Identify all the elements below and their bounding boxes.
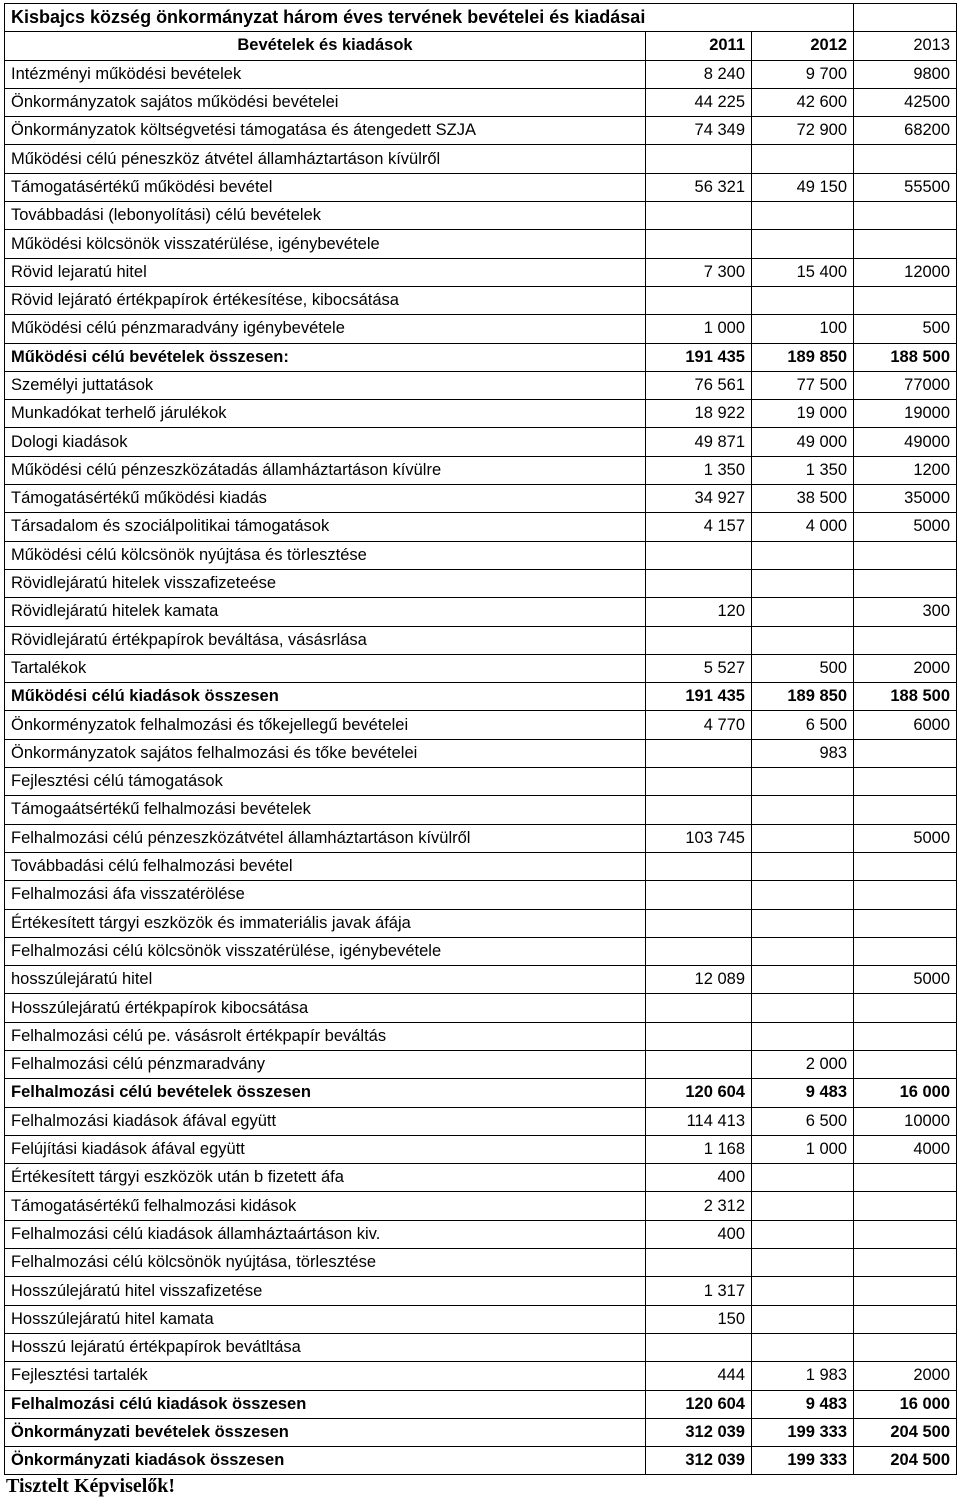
row-label: Fejlesztési tartalék <box>5 1362 646 1390</box>
value-2013: 500 <box>854 315 957 343</box>
value-2011: 49 871 <box>646 428 752 456</box>
value-2011 <box>646 1333 752 1361</box>
row-label: Működési kölcsönök visszatérülése, igénybevétele <box>5 230 646 258</box>
value-2013 <box>854 1192 957 1220</box>
row-label: Dologi kiadások <box>5 428 646 456</box>
table-row <box>5 881 957 909</box>
row-label: Felhalmozási célú kiadások összesen <box>5 1390 646 1418</box>
value-2013 <box>854 1277 957 1305</box>
row-label: Működési célú pénzmaradvány igénybevétele <box>5 315 646 343</box>
value-2013 <box>854 1164 957 1192</box>
table-row <box>5 485 957 513</box>
value-2013 <box>854 230 957 258</box>
value-2011: 4 157 <box>646 513 752 541</box>
value-2012: 2 000 <box>752 1050 854 1078</box>
row-label: Rövid lejárató értékpapírok értékesítése, kibocsátása <box>5 286 646 314</box>
value-2011: 1 317 <box>646 1277 752 1305</box>
value-2013 <box>854 1333 957 1361</box>
header-year-2012: 2012 <box>752 32 854 60</box>
value-2011 <box>646 881 752 909</box>
value-2012 <box>752 145 854 173</box>
table-row <box>5 1249 957 1277</box>
row-label: Személyi juttatások <box>5 371 646 399</box>
value-2011: 4 770 <box>646 711 752 739</box>
value-2011: 191 435 <box>646 343 752 371</box>
value-2011 <box>646 230 752 258</box>
value-2013: 19000 <box>854 400 957 428</box>
value-2011: 44 225 <box>646 88 752 116</box>
row-label: Felhalmozási célú pénzeszközátvétel államháztartáson kívülről <box>5 824 646 852</box>
value-2013 <box>854 1220 957 1248</box>
header-label: Bevételek és kiadások <box>5 32 646 60</box>
value-2013 <box>854 909 957 937</box>
table-row <box>5 994 957 1022</box>
table-row <box>5 739 957 767</box>
value-2013 <box>854 202 957 230</box>
table-row <box>5 1277 957 1305</box>
value-2011 <box>646 937 752 965</box>
table-row <box>5 1305 957 1333</box>
row-label: Hosszúlejáratú értékpapírok kibocsátása <box>5 994 646 1022</box>
value-2012: 1 983 <box>752 1362 854 1390</box>
value-2011 <box>646 626 752 654</box>
value-2013 <box>854 796 957 824</box>
table-row <box>5 286 957 314</box>
value-2012 <box>752 1220 854 1248</box>
value-2011 <box>646 1249 752 1277</box>
value-2011: 5 527 <box>646 654 752 682</box>
value-2011: 312 039 <box>646 1447 752 1475</box>
value-2013: 300 <box>854 598 957 626</box>
value-2013: 42500 <box>854 88 957 116</box>
table-row <box>5 598 957 626</box>
table-row <box>5 909 957 937</box>
value-2011: 120 <box>646 598 752 626</box>
value-2012: 9 483 <box>752 1079 854 1107</box>
value-2011 <box>646 796 752 824</box>
table-row <box>5 400 957 428</box>
value-2011 <box>646 852 752 880</box>
value-2011 <box>646 909 752 937</box>
row-label: Felhalmozási célú kölcsönök visszatérülése, igénybevétele <box>5 937 646 965</box>
value-2011 <box>646 739 752 767</box>
value-2011 <box>646 541 752 569</box>
value-2013 <box>854 541 957 569</box>
row-label: Működési célú kölcsönök nyújtása és törlesztése <box>5 541 646 569</box>
value-2011: 56 321 <box>646 173 752 201</box>
value-2011: 7 300 <box>646 258 752 286</box>
table-row <box>5 654 957 682</box>
row-label: Felhalmozási célú pénzmaradvány <box>5 1050 646 1078</box>
table-row <box>5 343 957 371</box>
table-row <box>5 1164 957 1192</box>
value-2013: 204 500 <box>854 1447 957 1475</box>
value-2012 <box>752 909 854 937</box>
row-label: Támogaátsértékű felhalmozási bevételek <box>5 796 646 824</box>
value-2012: 4 000 <box>752 513 854 541</box>
row-label: Felhalmozási áfa visszatérölése <box>5 881 646 909</box>
row-label: Felhalmozási célú kölcsönök nyújtása, törlesztése <box>5 1249 646 1277</box>
value-2011 <box>646 286 752 314</box>
row-label: Továbbadási (lebonyolítási) célú bevételek <box>5 202 646 230</box>
value-2013: 9800 <box>854 60 957 88</box>
value-2011: 1 000 <box>646 315 752 343</box>
value-2012 <box>752 230 854 258</box>
value-2013: 16 000 <box>854 1079 957 1107</box>
value-2012: 9 483 <box>752 1390 854 1418</box>
table-row <box>5 1192 957 1220</box>
value-2012: 49 150 <box>752 173 854 201</box>
value-2013: 5000 <box>854 966 957 994</box>
value-2013 <box>854 569 957 597</box>
table-row <box>5 1022 957 1050</box>
row-label: Felhalmozási célú bevételek összesen <box>5 1079 646 1107</box>
value-2013: 188 500 <box>854 683 957 711</box>
table-row <box>5 1333 957 1361</box>
value-2012 <box>752 1277 854 1305</box>
value-2012: 1 350 <box>752 456 854 484</box>
value-2012 <box>752 796 854 824</box>
row-label: Működési célú kiadások összesen <box>5 683 646 711</box>
table-row <box>5 768 957 796</box>
row-label: Felhalmozási célú kiadások államháztaártáson kiv. <box>5 1220 646 1248</box>
table-row <box>5 1135 957 1163</box>
table-row <box>5 852 957 880</box>
table-row <box>5 711 957 739</box>
value-2012: 983 <box>752 739 854 767</box>
value-2011: 120 604 <box>646 1079 752 1107</box>
value-2011: 120 604 <box>646 1390 752 1418</box>
value-2011: 1 168 <box>646 1135 752 1163</box>
value-2012 <box>752 994 854 1022</box>
value-2013 <box>854 937 957 965</box>
row-label: Hosszúlejáratú hitel kamata <box>5 1305 646 1333</box>
value-2013: 77000 <box>854 371 957 399</box>
table-row <box>5 173 957 201</box>
value-2011: 400 <box>646 1164 752 1192</box>
value-2012 <box>752 824 854 852</box>
table-row <box>5 1050 957 1078</box>
value-2012 <box>752 541 854 569</box>
value-2012: 77 500 <box>752 371 854 399</box>
row-label: Hosszú lejáratú értékpapírok bevátltása <box>5 1333 646 1361</box>
value-2013: 2000 <box>854 654 957 682</box>
row-label: Működési célú péneszköz átvétel államháztartáson kívülről <box>5 145 646 173</box>
value-2013: 2000 <box>854 1362 957 1390</box>
value-2013: 16 000 <box>854 1390 957 1418</box>
value-2011: 8 240 <box>646 60 752 88</box>
value-2013: 10000 <box>854 1107 957 1135</box>
row-label: Továbbadási célú felhalmozási bevétel <box>5 852 646 880</box>
value-2013 <box>854 626 957 654</box>
table-row <box>5 1390 957 1418</box>
value-2012 <box>752 202 854 230</box>
value-2012: 15 400 <box>752 258 854 286</box>
value-2013 <box>854 286 957 314</box>
value-2012 <box>752 1333 854 1361</box>
table-row <box>5 1447 957 1475</box>
value-2012: 6 500 <box>752 1107 854 1135</box>
value-2012 <box>752 966 854 994</box>
value-2011 <box>646 569 752 597</box>
value-2012 <box>752 1305 854 1333</box>
row-label: Hosszúlejáratú hitel visszafizetése <box>5 1277 646 1305</box>
value-2012: 6 500 <box>752 711 854 739</box>
value-2013 <box>854 739 957 767</box>
header-year-2011: 2011 <box>646 32 752 60</box>
value-2012 <box>752 768 854 796</box>
value-2012 <box>752 881 854 909</box>
table-row <box>5 937 957 965</box>
value-2011 <box>646 202 752 230</box>
value-2012 <box>752 569 854 597</box>
row-label: Önkorményzatok felhalmozási és tőkejellegű bevételei <box>5 711 646 739</box>
table-row <box>5 230 957 258</box>
value-2012: 72 900 <box>752 117 854 145</box>
table-row <box>5 315 957 343</box>
value-2012: 9 700 <box>752 60 854 88</box>
value-2013 <box>854 1249 957 1277</box>
row-label: Önkormányzatok költségvetési támogatása és átengedett SZJA <box>5 117 646 145</box>
value-2011: 2 312 <box>646 1192 752 1220</box>
value-2013 <box>854 881 957 909</box>
value-2013: 35000 <box>854 485 957 513</box>
title-row <box>5 4 957 32</box>
table-row <box>5 796 957 824</box>
table-row <box>5 371 957 399</box>
value-2012: 189 850 <box>752 343 854 371</box>
table-row <box>5 513 957 541</box>
row-label: Önkormányzati kiadások összesen <box>5 1447 646 1475</box>
footer-salutation: Tisztelt Képviselők! <box>6 1475 176 1497</box>
value-2012: 1 000 <box>752 1135 854 1163</box>
value-2012 <box>752 1022 854 1050</box>
table-row <box>5 145 957 173</box>
page-title: Kisbajcs község önkormányzat három éves tervének bevételei és kiadásai <box>5 4 854 32</box>
value-2013: 4000 <box>854 1135 957 1163</box>
value-2012: 19 000 <box>752 400 854 428</box>
title-empty-cell <box>854 4 957 32</box>
row-label: Értékesített tárgyi eszközök után b fizetett áfa <box>5 1164 646 1192</box>
table-row <box>5 824 957 852</box>
table-row <box>5 541 957 569</box>
value-2012 <box>752 1164 854 1192</box>
row-label: Felhalmozási kiadások áfával együtt <box>5 1107 646 1135</box>
value-2011: 12 089 <box>646 966 752 994</box>
value-2013 <box>854 994 957 1022</box>
row-label: Rövidlejáratú hitelek kamata <box>5 598 646 626</box>
value-2013: 49000 <box>854 428 957 456</box>
value-2011: 1 350 <box>646 456 752 484</box>
budget-table <box>4 3 957 1475</box>
row-label: Önkormányzati bevételek összesen <box>5 1418 646 1446</box>
value-2012: 42 600 <box>752 88 854 116</box>
table-row <box>5 569 957 597</box>
value-2011 <box>646 1022 752 1050</box>
row-label: Munkadókat terhelő járulékok <box>5 400 646 428</box>
value-2013: 188 500 <box>854 343 957 371</box>
table-row <box>5 1418 957 1446</box>
row-label: Támogatásértékű működési kiadás <box>5 485 646 513</box>
table-row <box>5 1079 957 1107</box>
table-row <box>5 428 957 456</box>
table-row <box>5 202 957 230</box>
value-2013: 5000 <box>854 824 957 852</box>
value-2012: 49 000 <box>752 428 854 456</box>
value-2011: 444 <box>646 1362 752 1390</box>
value-2013: 1200 <box>854 456 957 484</box>
header-year-2013: 2013 <box>854 32 957 60</box>
table-row <box>5 1220 957 1248</box>
row-label: Tartalékok <box>5 654 646 682</box>
value-2011 <box>646 768 752 796</box>
row-label: Támogatásértékű működési bevétel <box>5 173 646 201</box>
table-row <box>5 683 957 711</box>
value-2013 <box>854 1022 957 1050</box>
value-2012 <box>752 852 854 880</box>
value-2012 <box>752 937 854 965</box>
value-2013: 55500 <box>854 173 957 201</box>
value-2012: 100 <box>752 315 854 343</box>
value-2011: 34 927 <box>646 485 752 513</box>
row-label: Rövidlejáratú hitelek visszafizeteése <box>5 569 646 597</box>
value-2012: 199 333 <box>752 1447 854 1475</box>
row-label: Működési célú bevételek összesen: <box>5 343 646 371</box>
table-row <box>5 88 957 116</box>
row-label: Fejlesztési célú támogatások <box>5 768 646 796</box>
value-2011: 312 039 <box>646 1418 752 1446</box>
value-2013: 6000 <box>854 711 957 739</box>
value-2011 <box>646 145 752 173</box>
table-row <box>5 1107 957 1135</box>
row-label: Működési célú pénzeszközátadás államháztartáson kívülre <box>5 456 646 484</box>
value-2013: 204 500 <box>854 1418 957 1446</box>
value-2011: 103 745 <box>646 824 752 852</box>
value-2013: 12000 <box>854 258 957 286</box>
row-label: Rövid lejaratú hitel <box>5 258 646 286</box>
table-row <box>5 258 957 286</box>
row-label: Értékesített tárgyi eszközök és immateriális javak áfája <box>5 909 646 937</box>
value-2012: 500 <box>752 654 854 682</box>
value-2013 <box>854 1050 957 1078</box>
table-row <box>5 117 957 145</box>
value-2011: 76 561 <box>646 371 752 399</box>
value-2011: 74 349 <box>646 117 752 145</box>
value-2011: 18 922 <box>646 400 752 428</box>
value-2011: 400 <box>646 1220 752 1248</box>
value-2013 <box>854 145 957 173</box>
value-2013: 5000 <box>854 513 957 541</box>
table-row <box>5 60 957 88</box>
value-2013 <box>854 768 957 796</box>
value-2012: 38 500 <box>752 485 854 513</box>
row-label: Felhalmozási célú pe. vásásrolt értékpapír beváltás <box>5 1022 646 1050</box>
header-row <box>5 32 957 60</box>
value-2013: 68200 <box>854 117 957 145</box>
value-2012 <box>752 1192 854 1220</box>
table-row <box>5 456 957 484</box>
row-label: Önkormányzatok sajátos működési bevételei <box>5 88 646 116</box>
value-2011: 150 <box>646 1305 752 1333</box>
value-2011 <box>646 1050 752 1078</box>
row-label: hosszúlejáratú hitel <box>5 966 646 994</box>
value-2011: 114 413 <box>646 1107 752 1135</box>
row-label: Önkormányzatok sajátos felhalmozási és tőke bevételei <box>5 739 646 767</box>
table-row <box>5 966 957 994</box>
table-row <box>5 626 957 654</box>
value-2011 <box>646 994 752 1022</box>
row-label: Támogatásértékű felhalmozási kidások <box>5 1192 646 1220</box>
value-2012 <box>752 598 854 626</box>
row-label: Társadalom és szociálpolitikai támogatások <box>5 513 646 541</box>
value-2012: 199 333 <box>752 1418 854 1446</box>
value-2012: 189 850 <box>752 683 854 711</box>
value-2012 <box>752 286 854 314</box>
value-2011: 191 435 <box>646 683 752 711</box>
value-2012 <box>752 626 854 654</box>
table-row <box>5 1362 957 1390</box>
value-2013 <box>854 1305 957 1333</box>
row-label: Rövidlejáratú értékpapírok beváltása, vásásrlása <box>5 626 646 654</box>
row-label: Felújítási kiadások áfával együtt <box>5 1135 646 1163</box>
value-2012 <box>752 1249 854 1277</box>
row-label: Intézményi működési bevételek <box>5 60 646 88</box>
value-2013 <box>854 852 957 880</box>
